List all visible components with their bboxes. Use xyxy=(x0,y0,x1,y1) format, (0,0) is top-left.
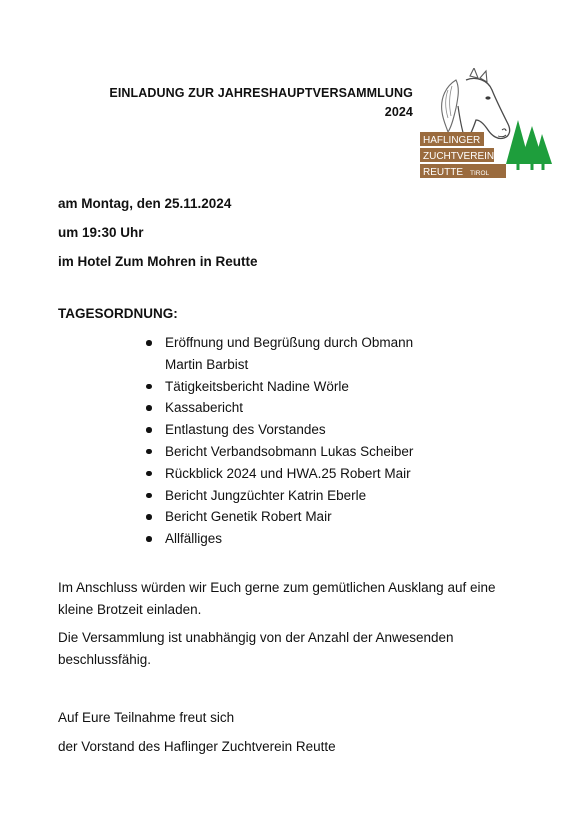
list-item: Bericht Genetik Robert Mair xyxy=(146,506,466,528)
document-title xyxy=(60,84,413,122)
closing-greeting: Auf Eure Teilnahme freut sich xyxy=(58,710,235,725)
list-item: Allfälliges xyxy=(146,528,466,550)
logo-text-zuchtverein: ZUCHTVEREIN xyxy=(423,151,495,162)
refreshments-paragraph: Im Anschluss würden wir Euch gerne zum gemütlichen Ausklang auf eine kleine Brotzeit einladen. xyxy=(58,580,496,617)
meeting-location: im Hotel Zum Mohren in Reutte xyxy=(58,254,258,269)
list-item: Eröffnung und Begrüßung durch Obmann Martin Barbist xyxy=(146,332,450,376)
closing-signature: der Vorstand des Haflinger Zuchtverein Reutte xyxy=(58,739,336,754)
title-line-2: 2024 xyxy=(384,105,413,119)
meeting-date: am Montag, den 25.11.2024 xyxy=(58,196,232,211)
logo-text-tirol: TIROL xyxy=(470,170,490,177)
haflinger-horse-icon xyxy=(418,68,553,183)
meeting-time: um 19:30 Uhr xyxy=(58,225,144,240)
quorum-paragraph: Die Versammlung ist unabhängig von der Anzahl der Anwesenden beschlussfähig. xyxy=(58,630,454,667)
list-item: Bericht Jungzüchter Katrin Eberle xyxy=(146,485,466,507)
agenda-heading: TAGESORDNUNG: xyxy=(58,306,178,321)
logo-text-reutte: REUTTE xyxy=(423,167,463,178)
title-line-1: EINLADUNG ZUR JAHRESHAUPTVERSAMMLUNG xyxy=(109,86,413,100)
list-item: Kassabericht xyxy=(146,397,466,419)
list-item: Entlastung des Vorstandes xyxy=(146,419,466,441)
list-item: Rückblick 2024 und HWA.25 Robert Mair xyxy=(146,463,466,485)
agenda-list xyxy=(146,332,466,550)
list-item: Tätigkeitsbericht Nadine Wörle xyxy=(146,376,466,398)
club-logo xyxy=(418,68,553,183)
logo-text-haflinger: HAFLINGER xyxy=(423,135,481,146)
list-item: Bericht Verbandsobmann Lukas Scheiber xyxy=(146,441,466,463)
meeting-details xyxy=(58,194,258,281)
